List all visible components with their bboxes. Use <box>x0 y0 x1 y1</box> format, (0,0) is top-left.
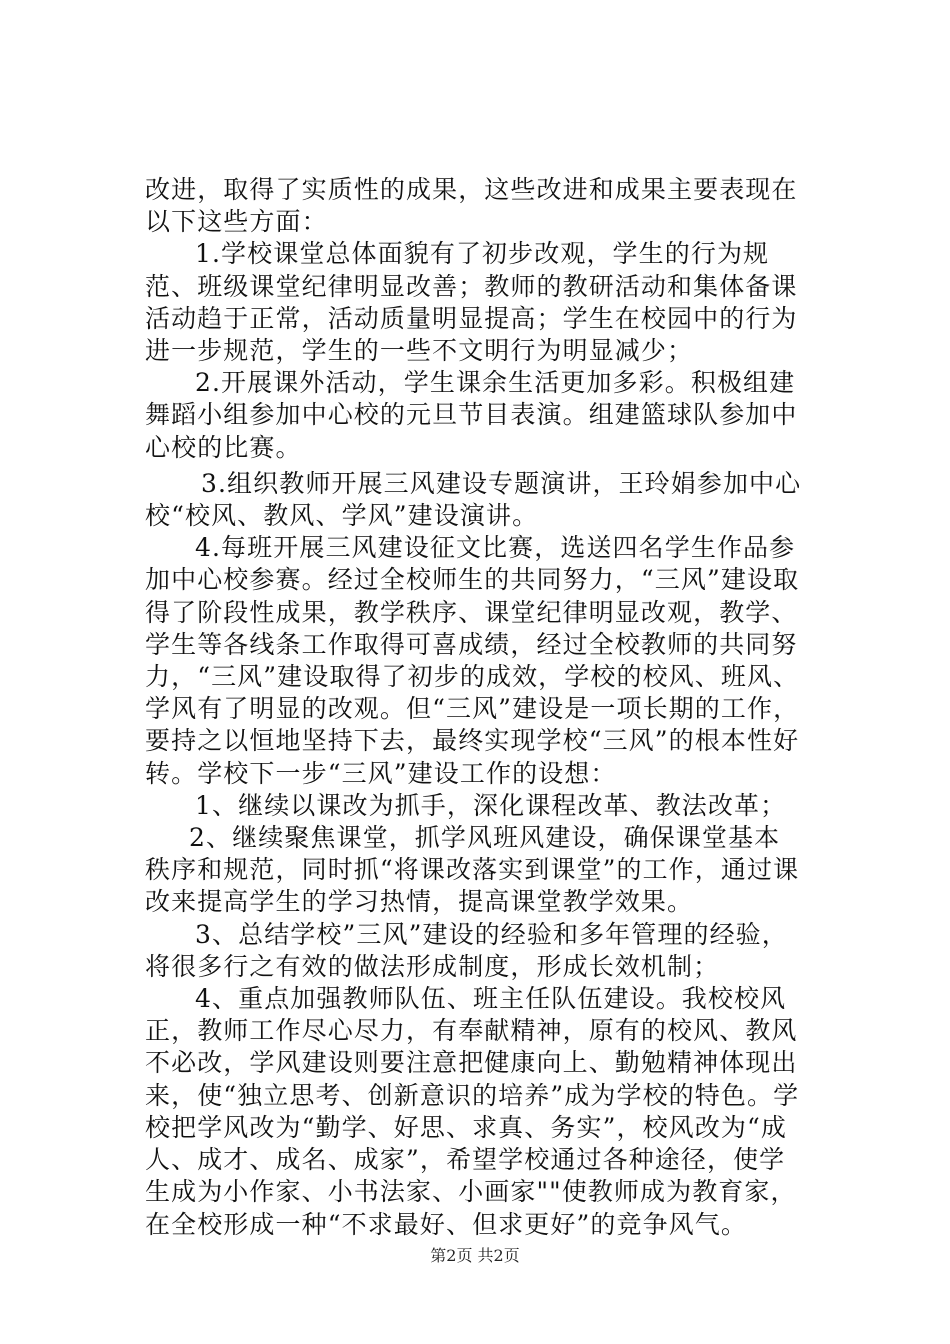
document-body <box>145 174 805 1241</box>
paragraph-plan-2: 2、继续聚焦课堂，抓学风班风建设，确保课堂基本秩序和规范，同时抓“将课改落实到课堂”的工作，通过课改来提高学生的学习热情，提高课堂教学效果。 <box>145 823 800 917</box>
paragraph-plan-1: 1、继续以课改为抓手，深化课程改革、教法改革； <box>195 790 787 820</box>
paragraph-item-3: 3.组织教师开展三风建设专题演讲，王玲娟参加中心校“校风、教风、学风”建设演讲。 <box>145 468 802 531</box>
paragraph-plan-3: 3、总结学校”三风”建设的经验和多年管理的经验，将很多行之有效的做法形成制度，形成长效机制； <box>145 919 788 981</box>
page-number-footer: 第2页 共2页 <box>430 1246 520 1265</box>
paragraph-item-1: 1.学校课堂总体面貌有了初步改观，学生的行为规范、班级课堂纪律明显改善；教师的教研活动和集体备课活动趋于正常，活动质量明显提高；学生在校园中的行为进一步规范，学生的一些不文明行为明显减少； <box>145 239 798 366</box>
paragraph-plan-4: 4、重点加强教师队伍、班主任队伍建设。我校校风正，教师工作尽心尽力，有奉献精神，原有的校风、教风不必改，学风建设则要注意把健康向上、勤勉精神体现出来，使“独立思考、创新意识的培养”成为学校的特色。学校把学风改为“勤学、好思、求真、务实”，校风改为“成人、成才、成名、成家”，希望学校通过各种途径，使学生成为小作家、小书法家、小画家""使教师成为教育家，在全校形成一种“不求最好、但求更好”的竞争风气。 <box>145 984 800 1239</box>
paragraph-item-2: 2.开展课外活动，学生课余生活更加多彩。积极组建舞蹈小组参加中心校的元旦节目表演。组建篮球队参加中心校的比赛。 <box>145 368 798 462</box>
paragraph-intro: 改进，取得了实质性的成果，这些改进和成果主要表现在以下这些方面： <box>145 175 798 237</box>
paragraph-item-4: 4.每班开展三风建设征文比赛，选送四名学生作品参加中心校参赛。经过全校师生的共同努力，“三风”建设取得了阶段性成果，教学秩序、课堂纪律明显改观，教学、学生等各线条工作取得可喜成绩，经过全校教师的共同努力，“三风”建设取得了初步的成效，学校的校风、班风、学风有了明显的改观。但“三风”建设是一项长期的工作，要持之以恒地坚持下去，最终实现学校“三风”的根本性好转。学校下一步“三风”建设工作的设想： <box>145 533 800 788</box>
